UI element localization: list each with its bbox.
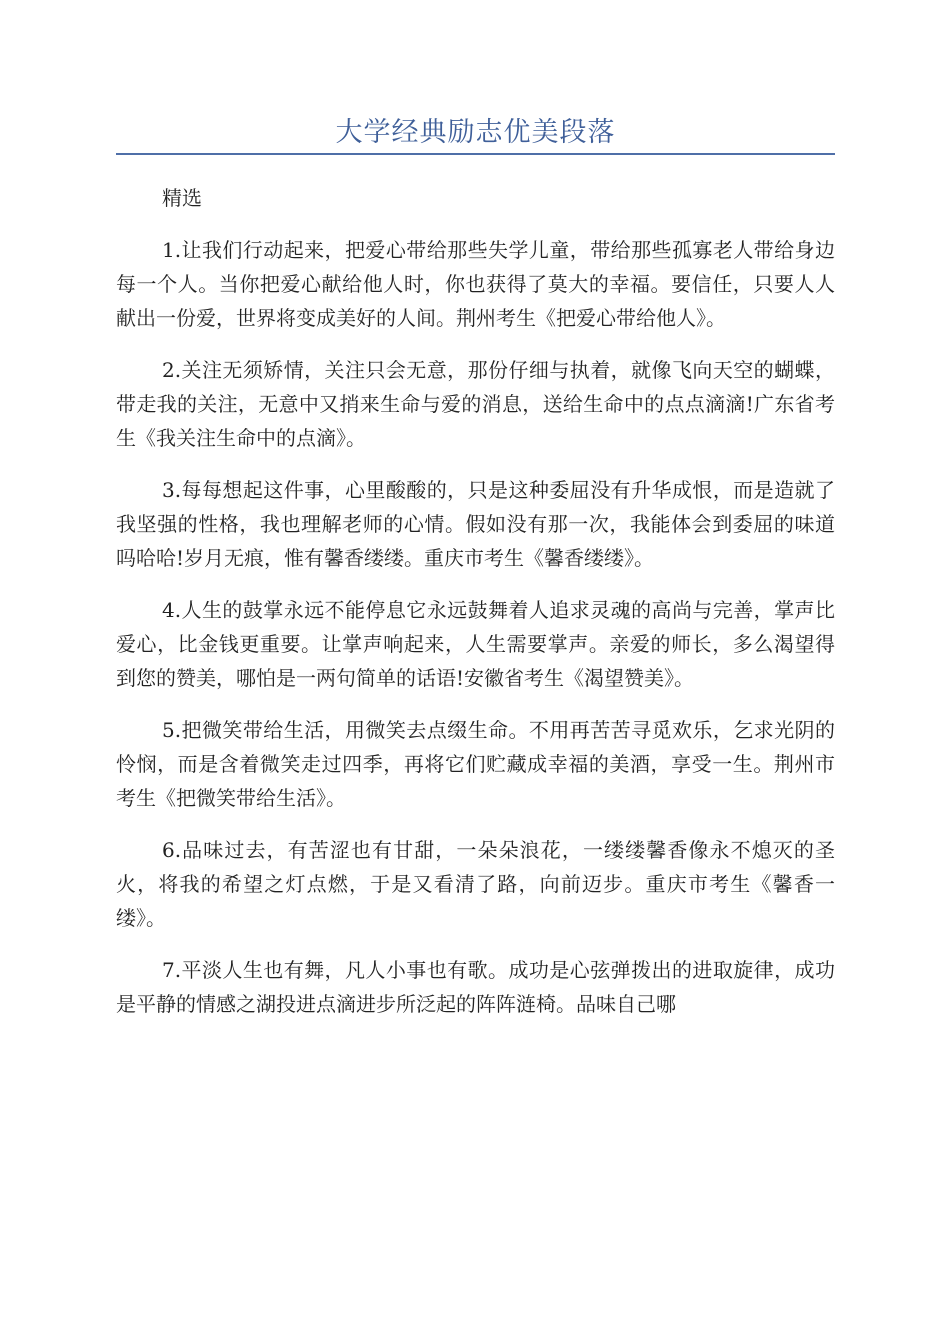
document-page — [116, 0, 835, 1021]
title-underline — [116, 153, 835, 155]
paragraph-4: 4.人生的鼓掌永远不能停息它永远鼓舞着人追求灵魂的高尚与完善，掌声比爱心，比金钱更重要。让掌声响起来，人生需要掌声。亲爱的师长，多么渴望得到您的赞美，哪怕是一两句简单的话语!安徽省考生《渴望赞美》。 — [116, 598, 835, 690]
document-subtitle: 精选 — [162, 186, 202, 210]
paragraph-2: 2.关注无须矫情，关注只会无意，那份仔细与执着，就像飞向天空的蝴蝶，带走我的关注，无意中又捎来生命与爱的消息，送给生命中的点点滴滴!广东省考生《我关注生命中的点滴》。 — [116, 358, 835, 450]
paragraph-1: 1.让我们行动起来，把爱心带给那些失学儿童，带给那些孤寡老人带给身边每一个人。当你把爱心献给他人时，你也获得了莫大的幸福。要信任，只要人人献出一份爱，世界将变成美好的人间。荆州考生《把爱心带给他人》。 — [116, 238, 835, 330]
paragraph-5: 5.把微笑带给生活，用微笑去点缀生命。不用再苦苦寻觅欢乐，乞求光阴的怜悯，而是含着微笑走过四季，再将它们贮藏成幸福的美酒，享受一生。荆州市考生《把微笑带给生活》。 — [116, 718, 835, 810]
paragraph-6: 6.品味过去，有苦涩也有甘甜，一朵朵浪花，一缕缕馨香像永不熄灭的圣火，将我的希望之灯点燃，于是又看清了路，向前迈步。重庆市考生《馨香一缕》。 — [116, 838, 835, 930]
document-title: 大学经典励志优美段落 — [335, 117, 616, 148]
paragraph-3: 3.每每想起这件事，心里酸酸的，只是这种委屈没有升华成恨，而是造就了我坚强的性格，我也理解老师的心情。假如没有那一次，我能体会到委屈的味道吗哈哈!岁月无痕，惟有馨香缕缕。重庆市考生《馨香缕缕》。 — [116, 478, 835, 570]
paragraph-7: 7.平淡人生也有舞，凡人小事也有歌。成功是心弦弹拨出的进取旋律，成功是平静的情感之湖投进点滴进步所泛起的阵阵涟椅。品味自己哪 — [116, 958, 835, 1016]
